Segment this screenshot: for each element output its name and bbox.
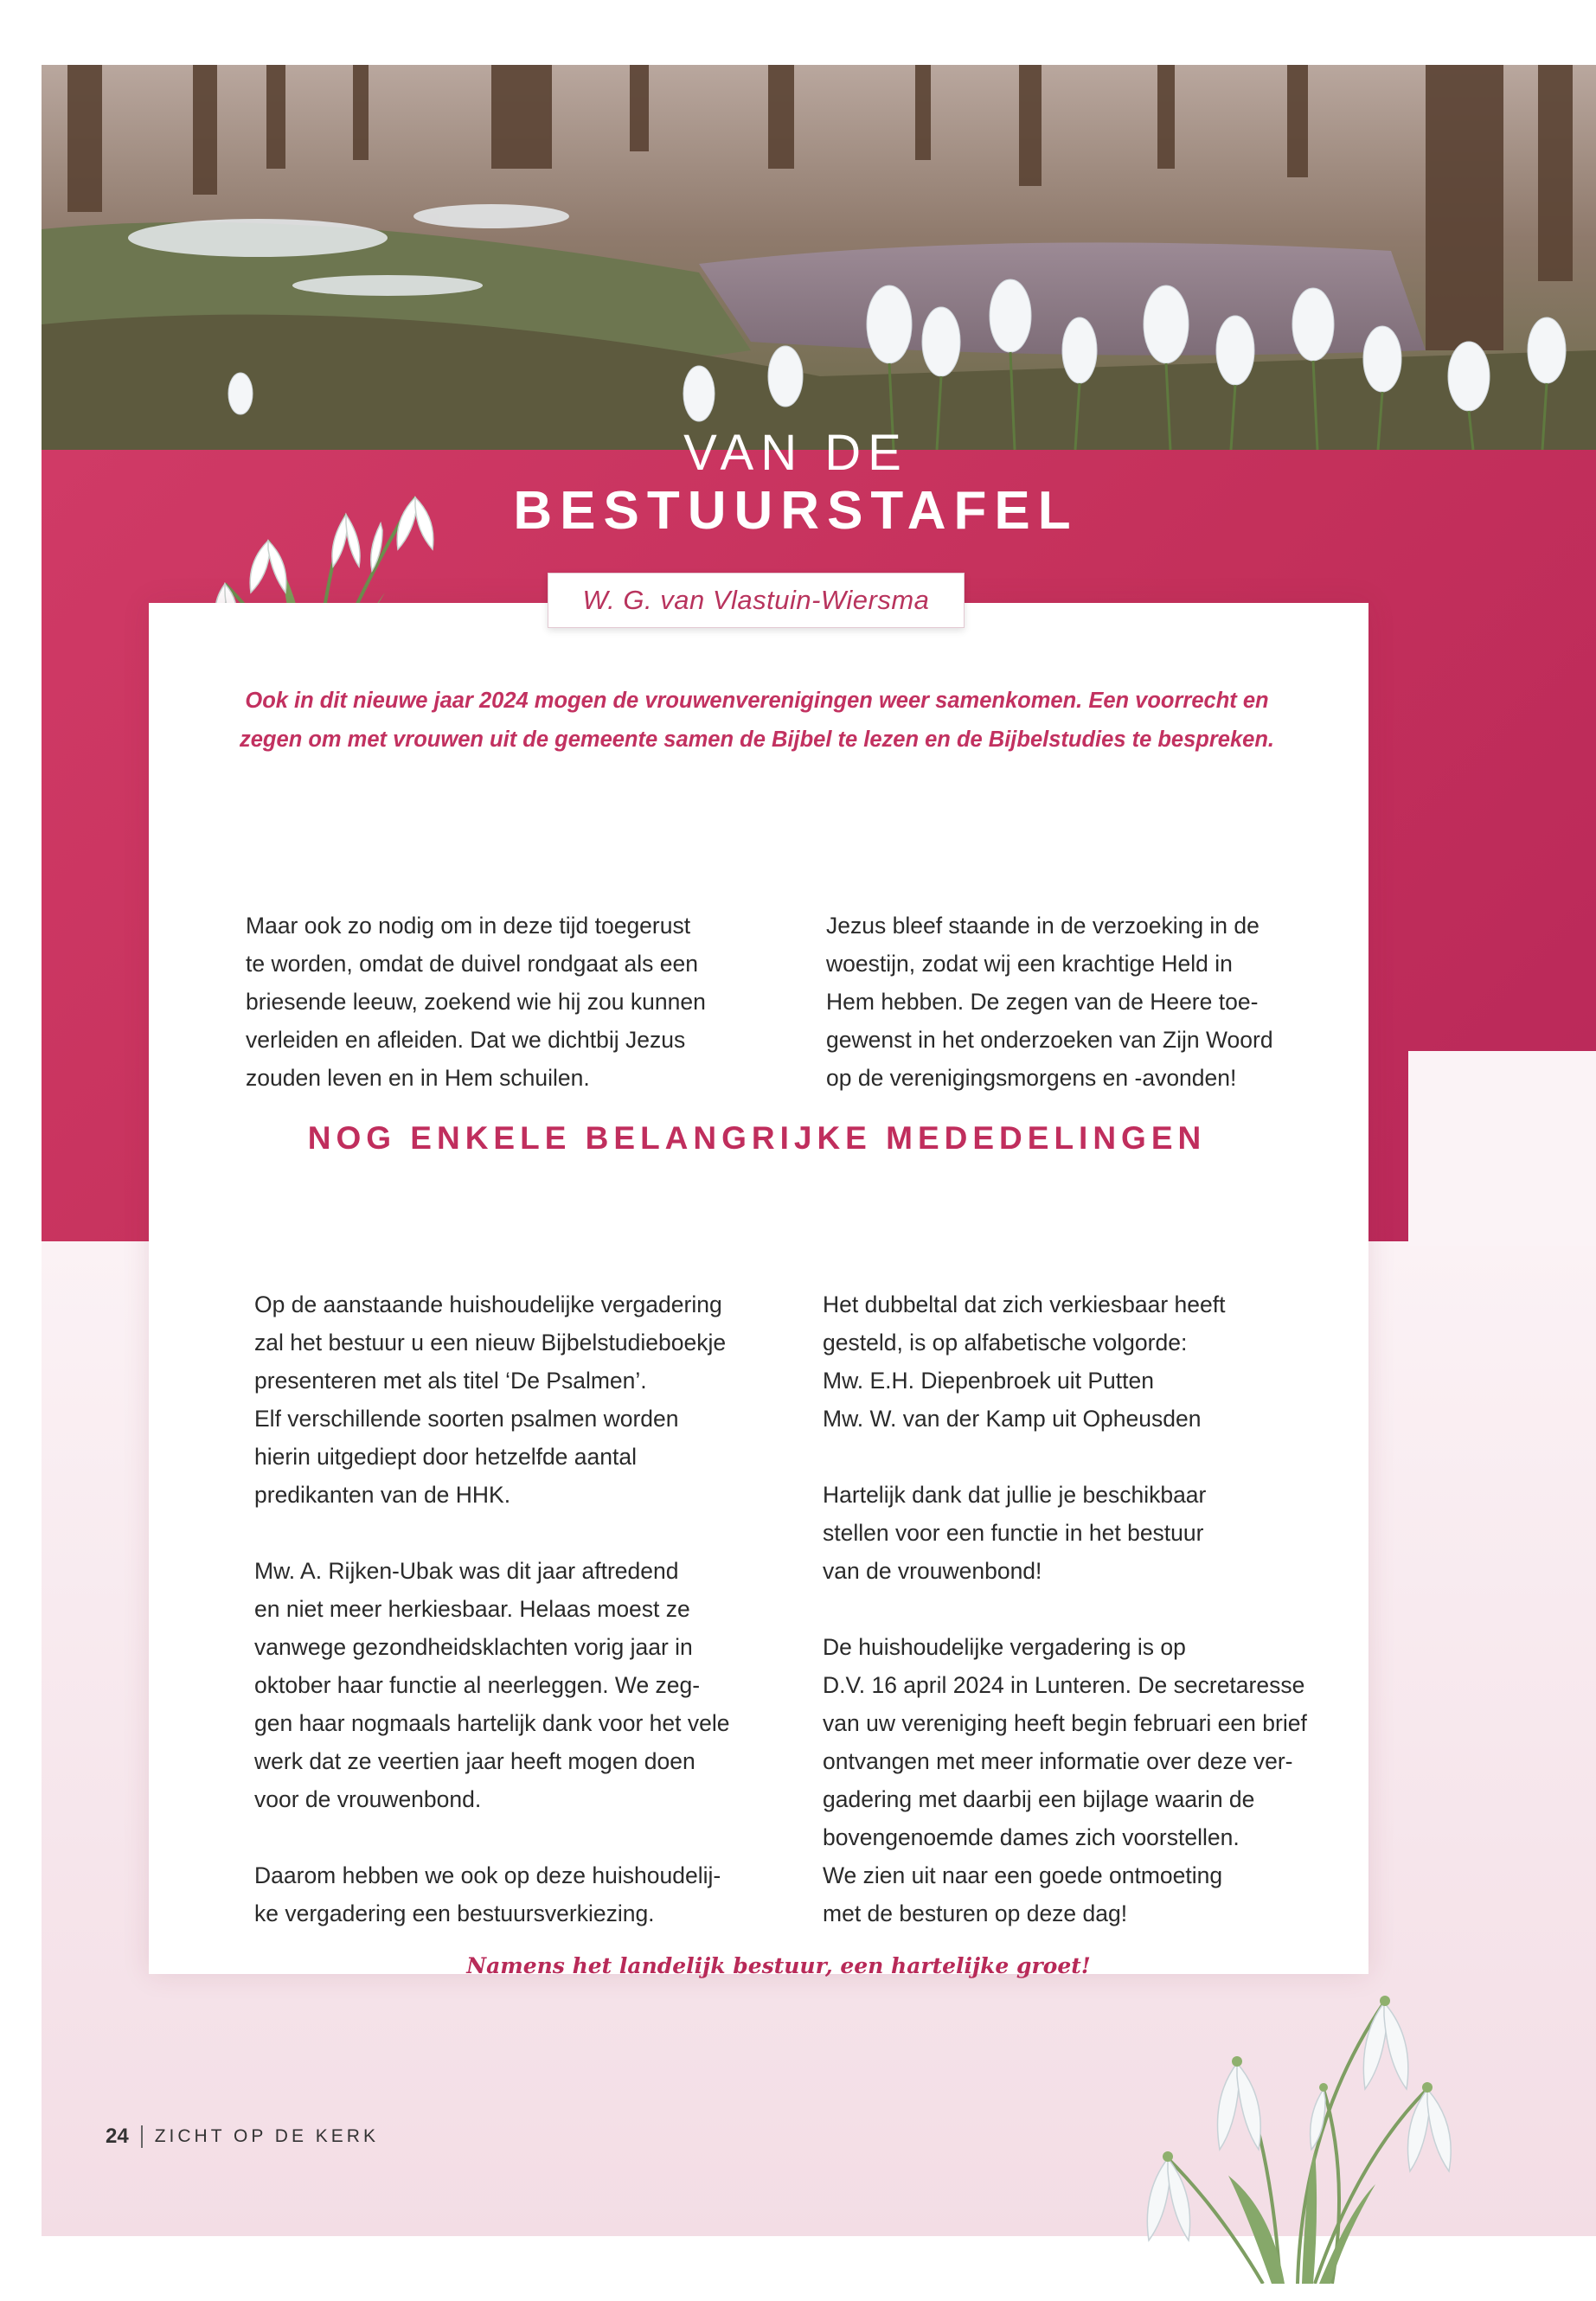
page-footer <box>106 2125 379 2149</box>
section1-right-column: Jezus bleef staande in de verzoeking in de woestijn, zodat wij een krachtige Held in Hem hebben. De zegen van de Heere toe- gewenst in het onderzoeken van Zijn Woord op de verenigingsmorgens en -avonden! <box>826 913 1273 1091</box>
header-photo <box>42 65 1596 450</box>
page-number: 24 <box>106 2125 129 2148</box>
section2-left-column: Op de aanstaande huishoudelijke vergadering zal het bestuur u een nieuw Bijbelstudieboekje presenteren met als titel ‘De Psalmen’. Elf verschillende soorten psalmen worden hierin uitgediept door hetzelfde aantal predikanten van de HHK. Mw. A. Rijken-Ubak was dit jaar aftredend en niet meer herkiesbaar. Helaas moest ze vanwege gezondheidsklachten vorig jaar in oktober haar functie al neerleggen. We zeg- gen haar nogmaals hartelijk dank voor het vele werk dat ze veertien jaar heeft mogen doen voor de vrouwenbond. Daarom hebben we ook op deze huishoudelij- ke vergadering een bestuursverkiezing. <box>254 1292 730 1926</box>
band-cutout <box>1408 1051 1596 1246</box>
intro-paragraph <box>156 682 1358 760</box>
closing-greeting: Namens het landelijk bestuur, een hartelijke groet! <box>466 1953 1091 1978</box>
snowdrops-forest-photo <box>42 65 1596 450</box>
title-line-1: VAN DE <box>683 425 908 481</box>
title-line-2: BESTUURSTAFEL <box>513 481 1079 541</box>
magazine-name: ZICHT OP DE KERK <box>154 2126 379 2146</box>
snowdrop-illustration-right-icon <box>1099 1951 1488 2284</box>
section2-right-column: Het dubbeltal dat zich verkiesbaar heeft gesteld, is op alfabetische volgorde: Mw. E.H. Diepenbroek uit Putten Mw. W. van der Kamp uit Opheusden Hartelijk dank dat jullie je beschikbaar stellen voor een functie in het bestuur van de vrouwenbond! De huishoudelijke vergadering is op D.V. 16 april 2024 in Lunteren. De secretaresse van uw vereniging heeft begin februari een brief ontvangen met meer informatie over deze ver- gadering met daarbij een bijlage waarin de bovengenoemde dames zich voorstellen. We zien uit naar een goede ontmoeting met de besturen op deze dag! <box>823 1292 1307 1926</box>
author-byline: W. G. van Vlastuin-Wiersma <box>548 573 965 628</box>
section-heading: NOG ENKELE BELANGRIJKE MEDEDELINGEN <box>307 1120 1207 1156</box>
page-title <box>484 426 1107 542</box>
section1-left-column: Maar ook zo nodig om in deze tijd toegerust te worden, omdat de duivel rondgaat als een briesende leeuw, zoekend wie hij zou kunnen verleiden en afleiden. Dat we dichtbij Jezus zouden leven en in Hem schuilen. <box>246 913 706 1091</box>
intro-line-2: zegen om met vrouwen uit de gemeente samen de Bijbel te lezen en de Bijbelstudies te bespreken. <box>240 727 1274 752</box>
footer-divider <box>141 2125 143 2148</box>
intro-line-1: Ook in dit nieuwe jaar 2024 mogen de vrouwenverenigingen weer samenkomen. Een voorrecht en <box>245 689 1269 713</box>
